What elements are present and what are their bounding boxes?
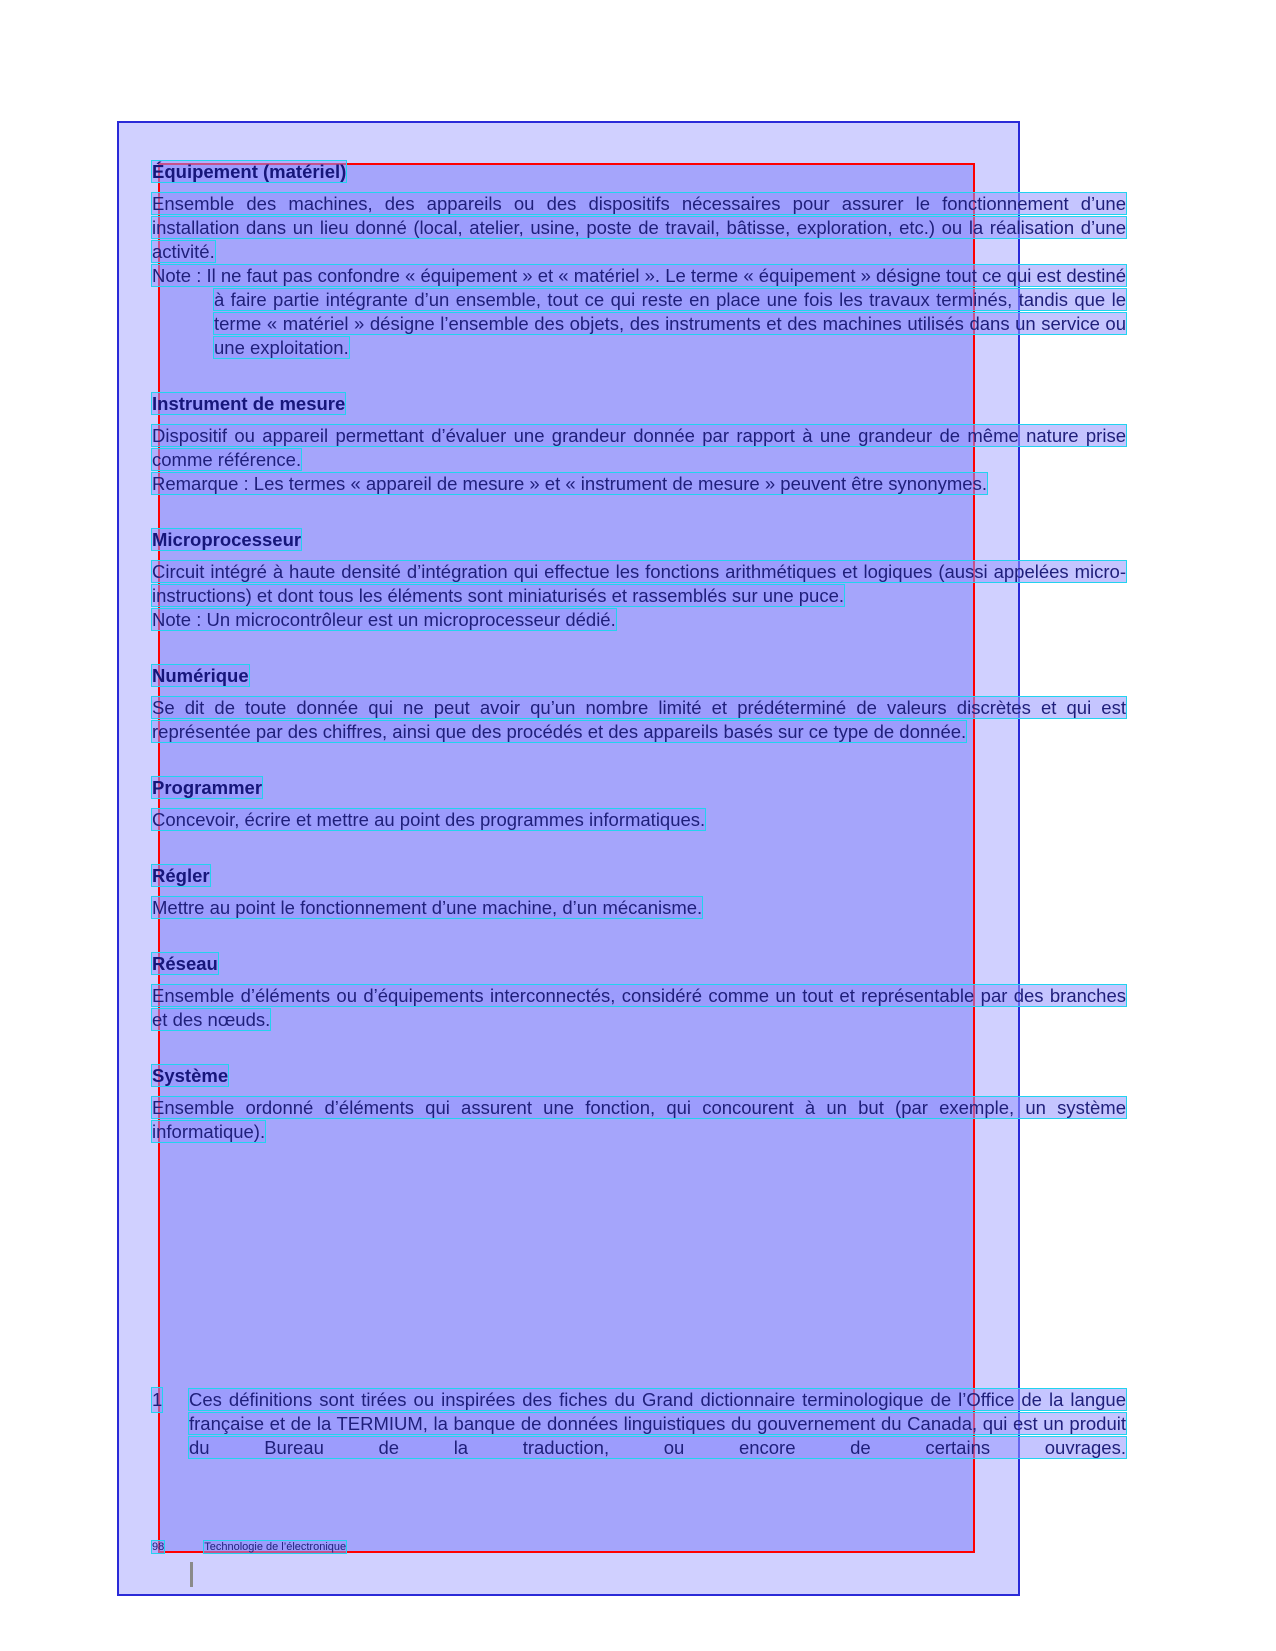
glossary-entry-programmer [152, 776, 1126, 832]
term-definition: Se dit de toute donnée qui ne peut avoir qu’un nombre limité et prédéterminé de valeurs discrètes et qui est représentée par des chiffres, ainsi que des procédés et des appareils basés sur ce type de donnée. [152, 697, 1126, 742]
glossary-entry-instrument [152, 392, 1126, 496]
term-definition: Ensemble des machines, des appareils ou des dispositifs nécessaires pour assurer le fonctionnement d’une installation dans un lieu donné (local, atelier, usine, poste de travail, bâtisse, exploration, etc.) ou la réalisation d’une activité. [152, 193, 1126, 262]
page-footer [152, 1541, 346, 1553]
footnote-mark: 1 [152, 1389, 163, 1410]
term-heading: Numérique [152, 665, 249, 686]
glossary-entry-equipement [152, 160, 1126, 360]
term-heading: Microprocesseur [152, 529, 302, 550]
term-definition: Ensemble ordonné d’éléments qui assurent une fonction, qui concourent à un but (par exemple, un système informatique). [152, 1097, 1126, 1142]
glossary-content [152, 160, 1126, 1176]
footnote-text: Ces définitions sont tirées ou inspirées des fiches du Grand dictionnaire terminologique de l’Office de la langue française et de la TERMIUM, la banque de données linguistiques du gouvernement du Canada, qui est un produit du Bureau de la traduction, ou encore de certains ouvrages. [189, 1389, 1126, 1458]
glossary-entry-reseau [152, 952, 1126, 1032]
term-note: Note : Un microcontrôleur est un microprocesseur dédié. [152, 609, 616, 630]
term-heading: Instrument de mesure [152, 393, 346, 414]
text-cursor [190, 1562, 193, 1587]
term-heading: Système [152, 1065, 229, 1086]
glossary-entry-regler [152, 864, 1126, 920]
term-definition: Circuit intégré à haute densité d’intégration qui effectue les fonctions arithmétiques et logiques (aussi appelées micro-instructions) et dont tous les éléments sont miniaturisés et rassemblés sur une puce. [152, 561, 1126, 606]
footer-title: Technologie de l’électronique [204, 1541, 347, 1553]
term-note: Note : Il ne faut pas confondre « équipement » et « matériel ». Le terme « équipement » désigne tout ce qui est destiné à faire partie intégrante d’un ensemble, tout ce qui reste en place une fois les travaux terminés, tandis que le terme « matériel » désigne l’ensemble des objets, des instruments et des machines utilisés dans un service ou une exploitation. [152, 265, 1126, 358]
glossary-entry-numerique [152, 664, 1126, 744]
term-definition: Mettre au point le fonctionnement d’une machine, d’un mécanisme. [152, 897, 703, 918]
term-heading: Équipement (matériel) [152, 161, 347, 182]
term-definition: Dispositif ou appareil permettant d’évaluer une grandeur donnée par rapport à une grandeur de même nature prise comme référence. [152, 425, 1126, 470]
term-note: Remarque : Les termes « appareil de mesure » et « instrument de mesure » peuvent être synonymes. [152, 473, 987, 494]
footnote [152, 1388, 1126, 1460]
term-heading: Réseau [152, 953, 218, 974]
term-definition: Ensemble d’éléments ou d’équipements interconnectés, considéré comme un tout et représentable par des branches et des nœuds. [152, 985, 1126, 1030]
term-heading: Régler [152, 865, 210, 886]
glossary-entry-microprocesseur [152, 528, 1126, 632]
term-definition: Concevoir, écrire et mettre au point des programmes informatiques. [152, 809, 706, 830]
glossary-entry-systeme [152, 1064, 1126, 1144]
term-heading: Programmer [152, 777, 263, 798]
page-number: 98 [152, 1541, 165, 1553]
